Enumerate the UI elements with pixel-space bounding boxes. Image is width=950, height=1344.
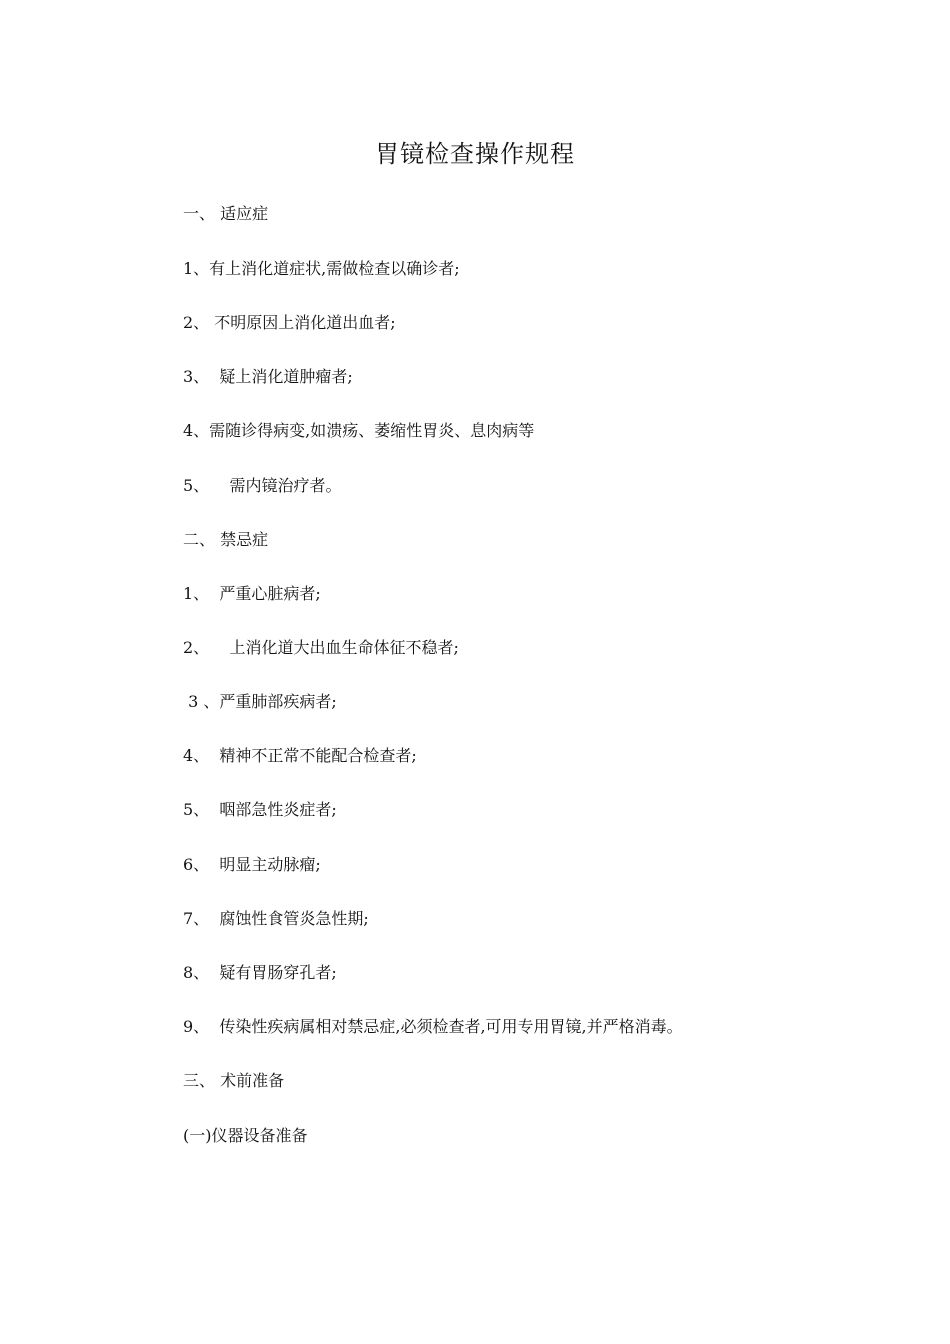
list-item: 1、 严重心脏病者; xyxy=(183,584,321,603)
document-title: 胃镜检查操作规程 xyxy=(375,140,575,168)
list-item: 1、有上消化道症状,需做检查以确诊者; xyxy=(183,259,460,278)
list-item: 2、 不明原因上消化道出血者; xyxy=(183,313,396,332)
section-heading-preparation: 三、 术前准备 xyxy=(183,1071,285,1090)
subsection-heading-equipment: (一)仪器设备准备 xyxy=(183,1126,308,1145)
list-item: 3、 疑上消化道肿瘤者; xyxy=(183,367,353,386)
list-item: 2、 上消化道大出血生命体征不稳者; xyxy=(183,638,459,657)
list-item: 7、 腐蚀性食管炎急性期; xyxy=(183,909,369,928)
section-heading-contraindications: 二、 禁忌症 xyxy=(183,530,269,549)
section-heading-indications: 一、 适应症 xyxy=(183,204,269,223)
list-item: 5、 咽部急性炎症者; xyxy=(183,800,337,819)
list-item: 9、 传染性疾病属相对禁忌症,必须检查者,可用专用胃镜,并严格消毒。 xyxy=(183,1017,683,1036)
list-item: 6、 明显主动脉瘤; xyxy=(183,855,321,874)
list-item: 3 、严重肺部疾病者; xyxy=(183,692,337,711)
list-item: 8、 疑有胃肠穿孔者; xyxy=(183,963,337,982)
list-item: 4、 精神不正常不能配合检查者; xyxy=(183,746,417,765)
list-item: 5、 需内镜治疗者。 xyxy=(183,476,342,495)
list-item: 4、需随诊得病变,如溃疡、萎缩性胃炎、息肉病等 xyxy=(183,421,535,440)
